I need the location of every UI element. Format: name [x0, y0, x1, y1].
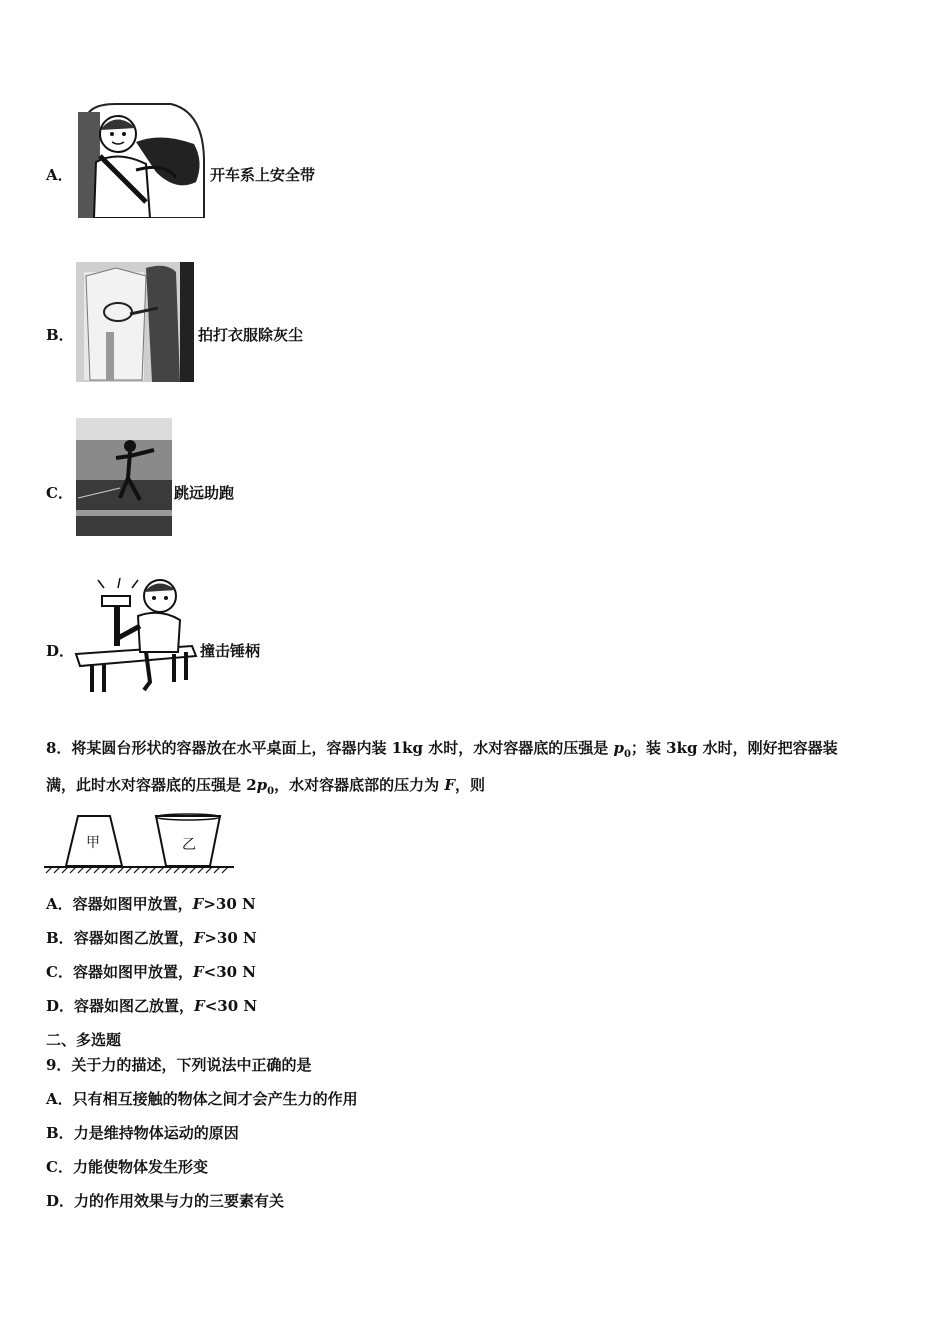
- container-label-yi: 乙: [182, 837, 196, 853]
- option-text: 力能使物体发生形变: [72, 1158, 208, 1176]
- option-letter: B．: [46, 1124, 74, 1142]
- q8-option-a[interactable]: [46, 893, 256, 914]
- option-letter: C．: [46, 484, 73, 502]
- option-caption: 跳远助跑: [174, 484, 235, 502]
- option-text: 力是维持物体运动的原因: [73, 1124, 239, 1142]
- q7-option-d[interactable]: [44, 574, 364, 696]
- option-letter: C．: [46, 1158, 73, 1176]
- pressure-symbol: p: [256, 776, 268, 794]
- q7-option-c[interactable]: [44, 416, 364, 538]
- option-letter: A．: [46, 166, 73, 184]
- q8-option-b[interactable]: [46, 927, 257, 948]
- q9-option-d[interactable]: [46, 1190, 284, 1211]
- option-text: 力的作用效果与力的三要素有关: [74, 1192, 285, 1210]
- force-symbol: F: [192, 895, 204, 913]
- q8-stem-line2: [46, 774, 485, 797]
- long-jump-runup-picture: [76, 418, 172, 536]
- q9-option-b[interactable]: [46, 1122, 239, 1143]
- containers-diagram: [44, 812, 234, 874]
- q9-stem: 9．关于力的描述，下列说法中正确的是: [46, 1056, 312, 1074]
- option-relation: >30 N: [203, 895, 256, 913]
- force-symbol: F: [192, 963, 204, 981]
- option-caption: 拍打衣服除灰尘: [198, 326, 304, 344]
- q8-stem-text: ；装 3kg 水时，刚好把容器装: [630, 739, 838, 757]
- option-relation: <30 N: [204, 997, 258, 1015]
- q9-option-a[interactable]: [46, 1088, 358, 1109]
- hammer-handle-picture: [74, 576, 198, 694]
- pressure-symbol: p: [613, 739, 624, 757]
- option-letter: B．: [46, 326, 74, 344]
- option-letter: D．: [46, 642, 75, 660]
- force-symbol: F: [194, 997, 205, 1015]
- q7-option-a[interactable]: [44, 100, 364, 220]
- option-text: 容器如图乙放置，: [74, 997, 195, 1015]
- q8-option-c[interactable]: [46, 961, 256, 982]
- option-letter: B．: [46, 929, 74, 947]
- q8-option-d[interactable]: [46, 995, 257, 1016]
- option-letter: C．: [46, 963, 73, 981]
- option-caption: 撞击锤柄: [200, 642, 261, 660]
- containers-figure: [44, 812, 234, 874]
- seatbelt-driver-picture: [76, 102, 206, 218]
- option-letter: D．: [46, 1192, 75, 1210]
- option-relation: >30 N: [204, 929, 257, 947]
- option-text: 只有相互接触的物体之间才会产生力的作用: [72, 1090, 358, 1108]
- option-caption: 开车系上安全带: [210, 166, 316, 184]
- force-symbol: F: [444, 776, 456, 794]
- beating-clothes-picture: [76, 262, 194, 382]
- q8-stem-line1: [46, 737, 838, 760]
- container-label-jia: 甲: [86, 835, 100, 851]
- option-text: 容器如图乙放置，: [73, 929, 194, 947]
- pressure-subscript: 0: [267, 786, 275, 797]
- q8-stem-text: ，水对容器底部的压力为: [274, 776, 445, 794]
- option-relation: <30 N: [203, 963, 257, 981]
- pressure-subscript: 0: [623, 749, 631, 760]
- q7-option-b[interactable]: [44, 262, 364, 384]
- option-letter: A．: [46, 895, 73, 913]
- option-text: 容器如图甲放置，: [72, 963, 193, 981]
- force-symbol: F: [193, 929, 205, 947]
- q8-stem-text: 8．将某圆台形状的容器放在水平桌面上，容器内装 1kg 水时，水对容器底的压强是: [46, 739, 614, 757]
- q8-stem-text: ，则: [455, 776, 486, 794]
- q8-stem-text: 满，此时水对容器底的压强是 2: [46, 776, 257, 794]
- section-heading: 二、多选题: [46, 1031, 122, 1049]
- q9-option-c[interactable]: [46, 1156, 208, 1177]
- option-letter: D．: [46, 997, 75, 1015]
- option-letter: A．: [46, 1090, 73, 1108]
- option-text: 容器如图甲放置，: [72, 895, 193, 913]
